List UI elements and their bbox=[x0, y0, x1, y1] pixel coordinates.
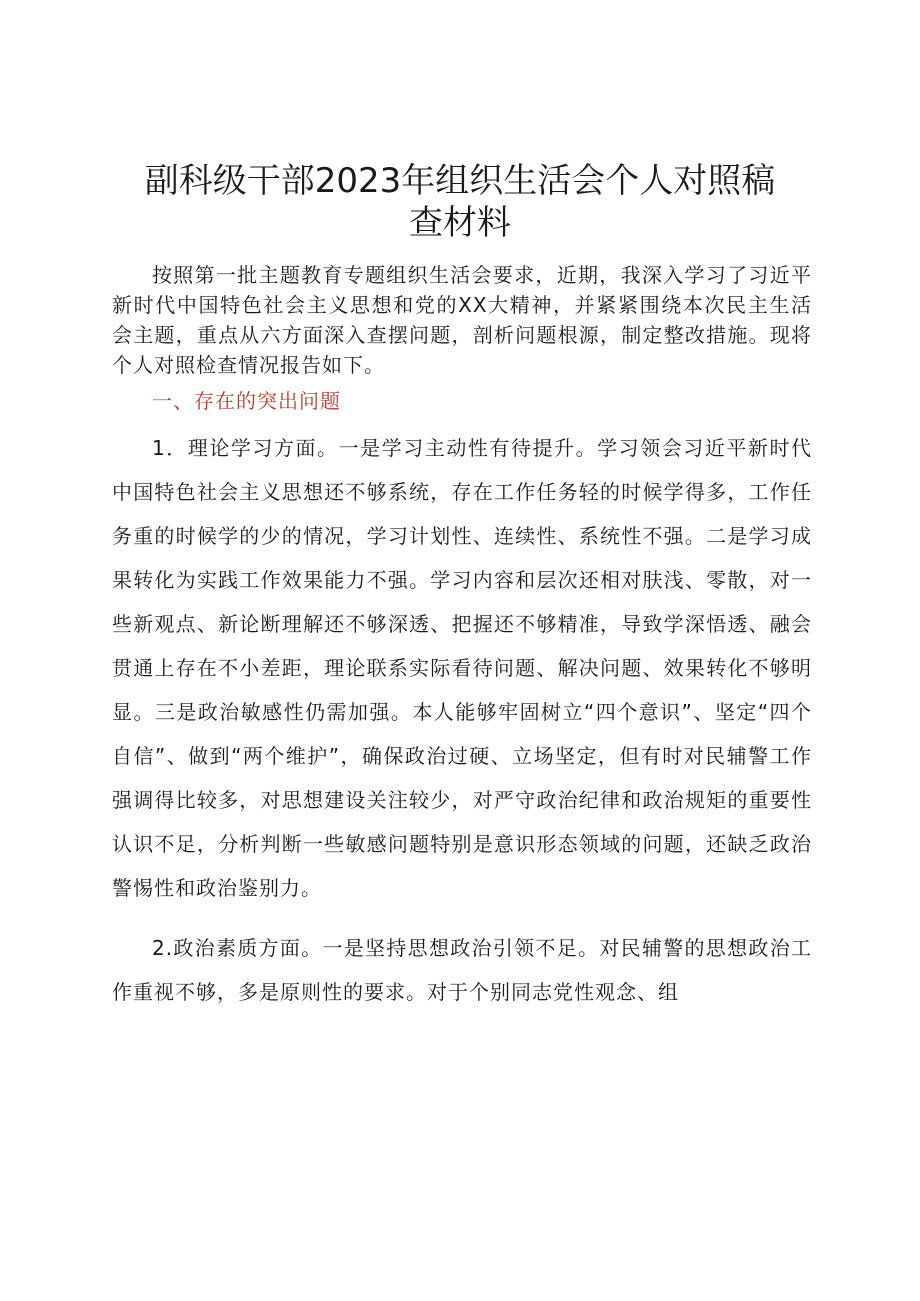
document-body bbox=[112, 260, 812, 1014]
title-line-1: 副科级干部2023年组织生活会个人对照稿 bbox=[144, 161, 776, 201]
section-1-paragraph: 1．理论学习方面。一是学习主动性有待提升。学习领会习近平新时代中国特色社会主义思想还不够系统，存在工作任务轻的时候学得多，工作任务重的时候学的少的情况，学习计划性、连续性、系统性不强。二是学习成果转化为实践工作效果能力不强。学习内容和层次还相对肤浅、零散，对一些新观点、新论断理解还不够深透、把握还不够精准，导致学深悟透、融会贯通上存在不小差距，理论联系实际看待问题、解决问题、效果转化不够明显。三是政治敏感性仍需加强。本人能够牢固树立“四个意识”、坚定“四个自信”、做到“两个维护”，确保政治过硬、立场坚定，但有时对民辅警工作强调得比较多，对思想建设关注较少，对严守政治纪律和政治规矩的重要性认识不足，分析判断一些敏感问题特别是意识形态领域的问题，还缺乏政治警惕性和政治鉴别力。 bbox=[112, 436, 812, 900]
title-line-2: 查材料 bbox=[409, 203, 511, 243]
section-heading: 一、存在的突出问题 bbox=[152, 389, 341, 413]
section-2-paragraph: 2.政治素质方面。一是坚持思想政治引领不足。对民辅警的思想政治工作重视不够，多是原则性的要求。对于个别同志党性观念、组 bbox=[112, 936, 812, 1004]
document-title bbox=[130, 160, 790, 244]
intro-paragraph: 按照第一批主题教育专题组织生活会要求，近期，我深入学习了习近平新时代中国特色社会主义思想和党的XX大精神，并紧紧围绕本次民主生活会主题，重点从六方面深入查摆问题，剖析问题根源，制定整改措施。现将个人对照检查情况报告如下。 bbox=[112, 263, 812, 377]
